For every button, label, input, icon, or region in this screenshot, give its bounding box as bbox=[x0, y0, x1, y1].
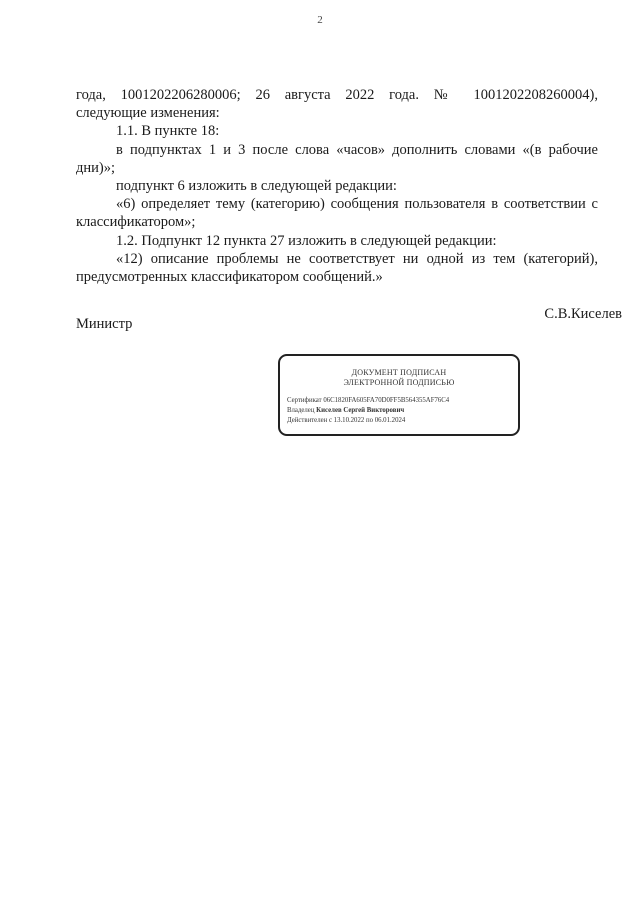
paragraph-line: следующие изменения: bbox=[76, 105, 220, 122]
stamp-certificate-label: Сертификат bbox=[287, 397, 322, 404]
stamp-title-line: ЭЛЕКТРОННОЙ ПОДПИСЬЮ bbox=[343, 378, 455, 387]
signer-name: С.В.Киселев bbox=[544, 306, 622, 322]
paragraph-item-1-2: 1.2. Подпункт 12 пункта 27 изложить в следующей редакции: bbox=[116, 232, 497, 249]
paragraph: «6) определяет тему (категорию) сообщения пользователя в соответствии с классификатором»; bbox=[76, 196, 598, 231]
paragraph: подпункт 6 изложить в следующей редакции: bbox=[116, 178, 397, 195]
stamp-title-line: ДОКУМЕНТ ПОДПИСАН bbox=[351, 368, 447, 377]
stamp-valid-value: с 13.10.2022 по 06.01.2024 bbox=[328, 417, 406, 424]
stamp-certificate-value: 06C1820FA605FA70D0FF5B564355AF76C4 bbox=[323, 397, 450, 404]
stamp-owner-value: Киселев Сергей Викторович bbox=[316, 407, 405, 414]
document-body bbox=[76, 86, 598, 286]
stamp-details bbox=[287, 396, 518, 426]
page-number: 2 bbox=[317, 14, 323, 26]
paragraph: «12) описание проблемы не соответствует ни одной из тем (категорий), предусмотренных классификатором сообщений.» bbox=[76, 250, 598, 286]
stamp-owner-row bbox=[287, 406, 518, 416]
paragraph: в подпунктах 1 и 3 после слова «часов» дополнить словами «(в рабочие дни)»; bbox=[76, 141, 598, 176]
stamp-certificate-row bbox=[287, 396, 518, 406]
stamp-valid-label: Действителен bbox=[287, 417, 328, 424]
signer-position: Министр bbox=[76, 316, 133, 332]
electronic-signature-stamp bbox=[278, 354, 520, 436]
paragraph-item-1-1: 1.1. В пункте 18: bbox=[116, 123, 220, 140]
stamp-valid-row bbox=[287, 416, 518, 426]
stamp-title bbox=[280, 368, 518, 388]
paragraph-line: года, 1001202206280006; 26 августа 2022 года. № 1001202208260004), bbox=[76, 87, 598, 103]
stamp-owner-label: Владелец bbox=[287, 407, 315, 414]
